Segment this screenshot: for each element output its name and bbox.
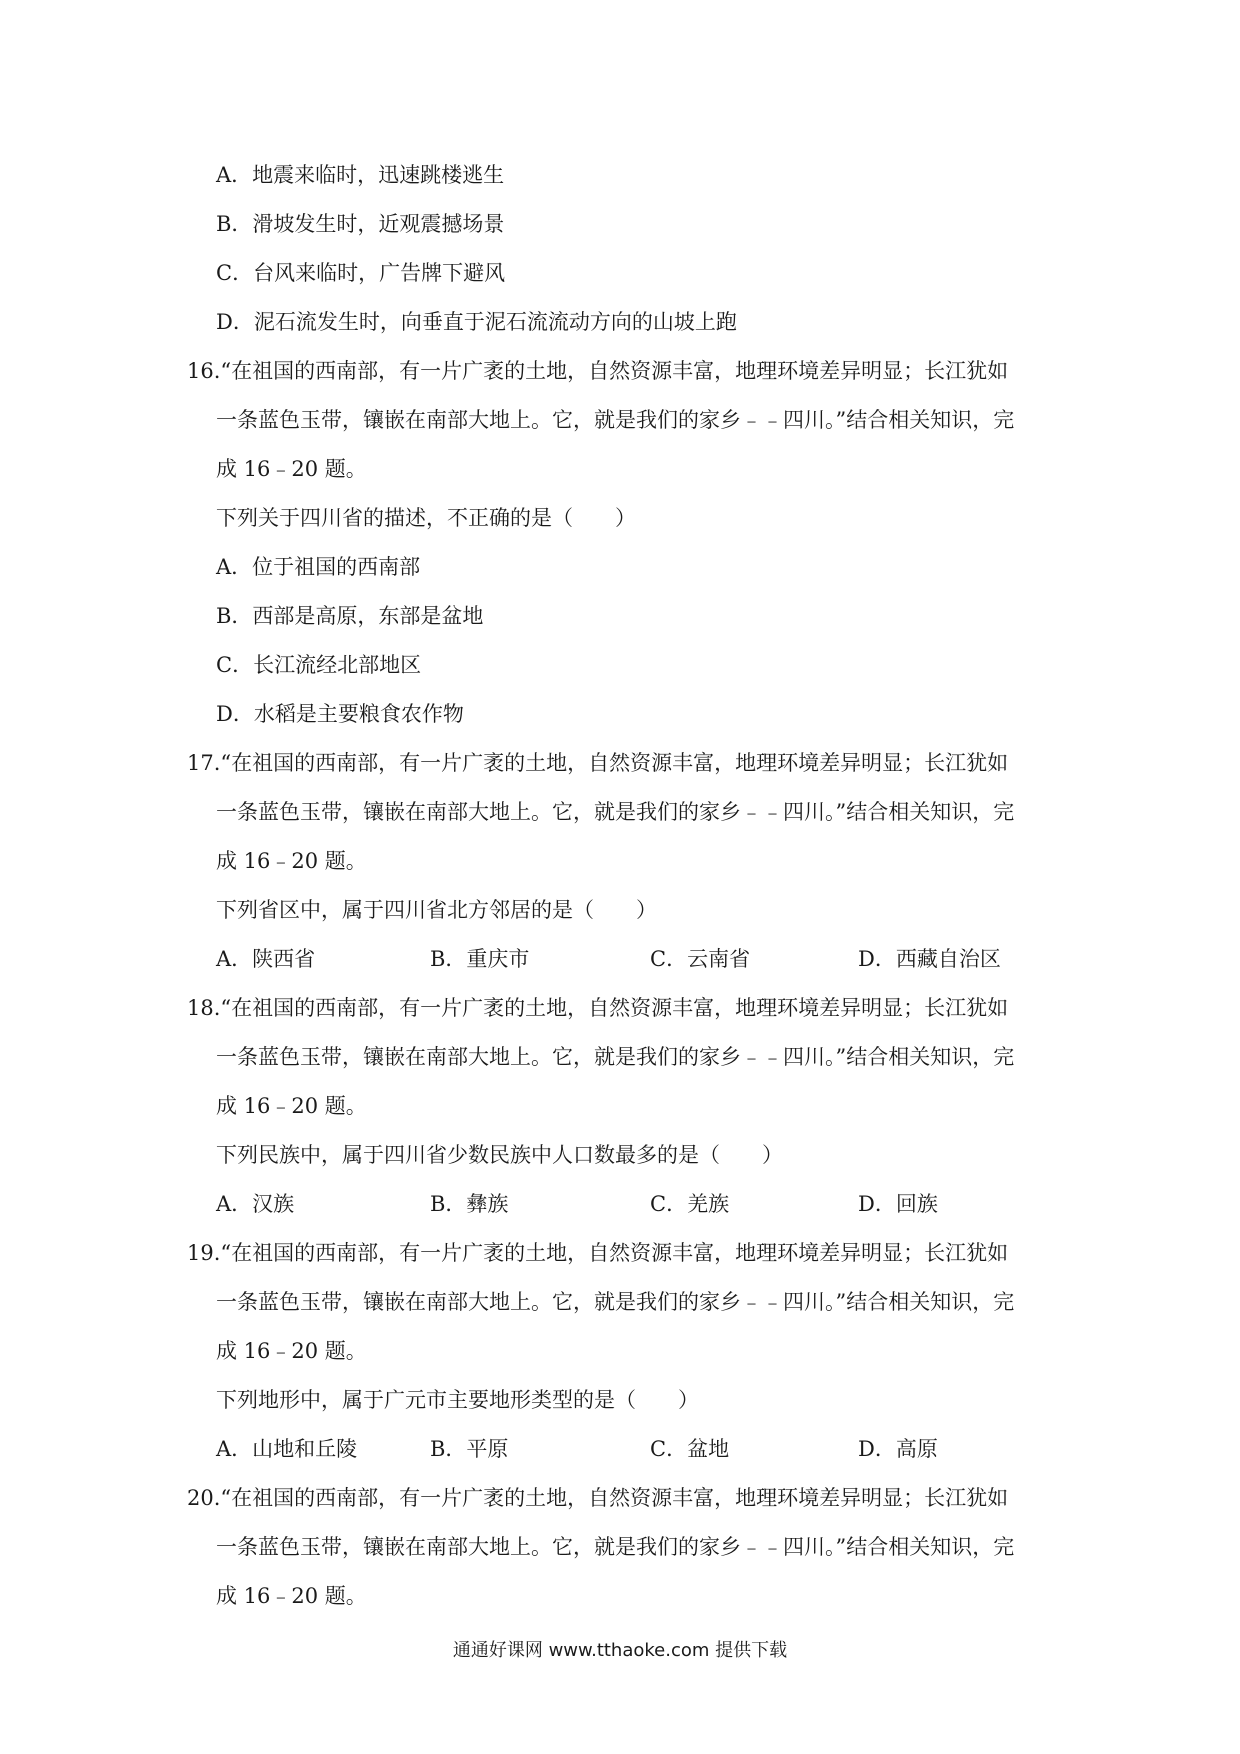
- q17-option-d: D．西藏自治区: [858, 947, 1001, 971]
- q15-option-a: A．地震来临时，迅速跳楼逃生: [216, 163, 505, 187]
- q19-stem-text: “在祖国的西南部，有一片广袤的土地，自然资源丰富，地理环境差异明显；长江犹如: [220, 1241, 1009, 1265]
- q18-question: 下列民族中，属于四川省少数民族中人口数最多的是（ ）: [216, 1143, 783, 1167]
- q16-option-b: B．西部是高原，东部是盆地: [216, 604, 484, 628]
- q19-stem-line1: [187, 1239, 1008, 1267]
- q20-stem-line1: [187, 1484, 1008, 1512]
- q20-stem-line2: 一条蓝色玉带，镶嵌在南部大地上。它，就是我们的家乡﹣﹣四川。”结合相关知识，完: [216, 1535, 1015, 1559]
- q19-number: 19.: [187, 1241, 221, 1265]
- q16-question: 下列关于四川省的描述，不正确的是（ ）: [216, 506, 636, 530]
- q17-option-a: A．陕西省: [216, 947, 316, 971]
- q18-option-a: A．汉族: [216, 1192, 295, 1216]
- page-footer: 通通好课网 www.tthaoke.com 提供下载: [452, 1640, 788, 1661]
- q16-option-d: D．水稻是主要粮食农作物: [216, 702, 464, 726]
- q18-stem-text: “在祖国的西南部，有一片广袤的土地，自然资源丰富，地理环境差异明显；长江犹如: [220, 996, 1009, 1020]
- q19-option-b: B．平原: [430, 1437, 509, 1461]
- q16-stem-line2: 一条蓝色玉带，镶嵌在南部大地上。它，就是我们的家乡﹣﹣四川。”结合相关知识，完: [216, 408, 1015, 432]
- q18-stem-line3: 成 16﹣20 题。: [216, 1094, 367, 1118]
- q16-option-a: A．位于祖国的西南部: [216, 555, 421, 579]
- q18-option-d: D．回族: [858, 1192, 938, 1216]
- q16-number: 16.: [187, 359, 221, 383]
- q18-number: 18.: [187, 996, 221, 1020]
- q19-stem-line3: 成 16﹣20 题。: [216, 1339, 367, 1363]
- q19-option-c: C．盆地: [650, 1437, 730, 1461]
- q16-option-c: C．长江流经北部地区: [216, 653, 422, 677]
- q16-stem-text: “在祖国的西南部，有一片广袤的土地，自然资源丰富，地理环境差异明显；长江犹如: [220, 359, 1009, 383]
- q20-stem-line3: 成 16﹣20 题。: [216, 1584, 367, 1608]
- q20-stem-text: “在祖国的西南部，有一片广袤的土地，自然资源丰富，地理环境差异明显；长江犹如: [220, 1486, 1009, 1510]
- q18-option-c: C．羌族: [650, 1192, 730, 1216]
- q19-question: 下列地形中，属于广元市主要地形类型的是（ ）: [216, 1388, 699, 1412]
- q19-option-d: D．高原: [858, 1437, 938, 1461]
- q17-option-c: C．云南省: [650, 947, 751, 971]
- q17-stem-line3: 成 16﹣20 题。: [216, 849, 367, 873]
- q16-stem-line3: 成 16﹣20 题。: [216, 457, 367, 481]
- q17-stem-line2: 一条蓝色玉带，镶嵌在南部大地上。它，就是我们的家乡﹣﹣四川。”结合相关知识，完: [216, 800, 1015, 824]
- q17-option-b: B．重庆市: [430, 947, 530, 971]
- q17-stem-line1: [187, 749, 1008, 777]
- q17-stem-text: “在祖国的西南部，有一片广袤的土地，自然资源丰富，地理环境差异明显；长江犹如: [220, 751, 1009, 775]
- q18-stem-line2: 一条蓝色玉带，镶嵌在南部大地上。它，就是我们的家乡﹣﹣四川。”结合相关知识，完: [216, 1045, 1015, 1069]
- q19-stem-line2: 一条蓝色玉带，镶嵌在南部大地上。它，就是我们的家乡﹣﹣四川。”结合相关知识，完: [216, 1290, 1015, 1314]
- q19-option-a: A．山地和丘陵: [216, 1437, 358, 1461]
- q17-number: 17.: [187, 751, 221, 775]
- q16-stem-line1: [187, 357, 1008, 385]
- q18-stem-line1: [187, 994, 1008, 1022]
- q15-option-d: D．泥石流发生时，向垂直于泥石流流动方向的山坡上跑: [216, 310, 737, 334]
- q15-option-b: B．滑坡发生时，近观震撼场景: [216, 212, 505, 236]
- q15-option-c: C．台风来临时，广告牌下避风: [216, 261, 506, 285]
- q20-number: 20.: [187, 1486, 221, 1510]
- q18-option-b: B．彝族: [430, 1192, 509, 1216]
- q17-question: 下列省区中，属于四川省北方邻居的是（ ）: [216, 898, 657, 922]
